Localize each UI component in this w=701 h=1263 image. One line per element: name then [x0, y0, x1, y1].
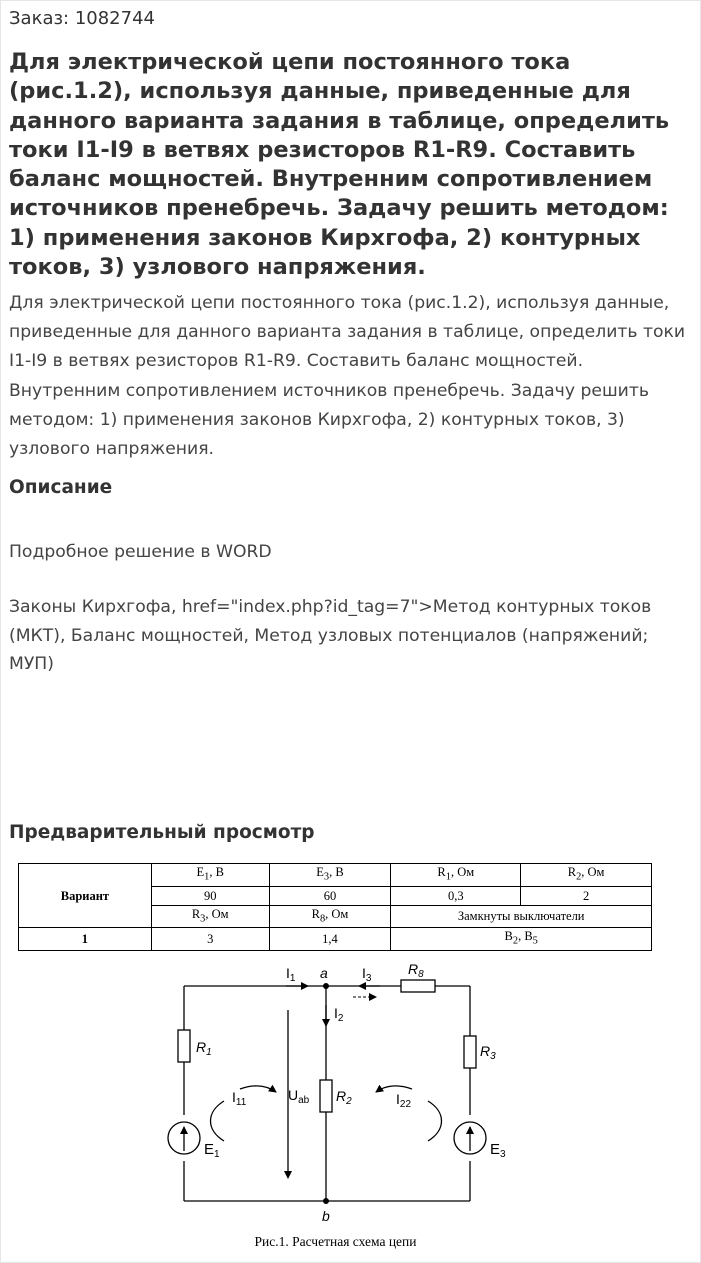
- header-r3: $R_3$, Ом: [151, 905, 269, 928]
- resistor-r1: [178, 1030, 190, 1062]
- variant-value: 1: [19, 928, 152, 951]
- value-r2: 2: [521, 886, 652, 905]
- loop-i11-arc: [211, 1101, 225, 1141]
- label-i1: $I_1$: [286, 965, 296, 984]
- resistor-r3: [464, 1036, 476, 1068]
- figure-caption: Рис.1. Расчетная схема цепи: [254, 1234, 417, 1249]
- label-i22: $I_{22}$: [396, 1091, 412, 1110]
- label-e3: $E_3$: [490, 1141, 506, 1160]
- loop-i22-arrow: [376, 1086, 412, 1092]
- header-r2: $R_2$, Ом: [521, 864, 652, 887]
- label-node-b: b: [322, 1208, 330, 1224]
- label-i11: $I_{11}$: [232, 1089, 247, 1108]
- label-i2: $I_2$: [334, 1005, 344, 1024]
- header-e3: $E_3$, B: [269, 864, 391, 887]
- label-i3: $I_3$: [362, 965, 372, 984]
- variant-header: Вариант: [19, 864, 152, 928]
- description-word-note: Подробное решение в WORD: [9, 542, 272, 562]
- value-r8: 1,4: [269, 928, 391, 951]
- header-switches: Замкнуты выключатели: [391, 905, 652, 928]
- preview-image: [18, 860, 653, 1253]
- description-heading: Описание: [9, 477, 113, 498]
- value-e1: 90: [151, 886, 269, 905]
- description-tags: Законы Кирхгофа, href="index.php?id_tag=7">Метод контурных токов (МКТ), Баланс мощностей, Метод узловых потенциалов (напряжений; МУП): [9, 597, 652, 674]
- node-b-dot: [323, 1198, 329, 1204]
- header-e1: $E_1$, B: [151, 864, 269, 887]
- label-r8: $R_8$: [408, 961, 424, 980]
- circuit-diagram: [18, 860, 653, 1230]
- label-e1: $E_1$: [204, 1141, 220, 1160]
- label-r1: $R_1$: [196, 1039, 212, 1058]
- header-r8: $R_8$, Ом: [269, 905, 391, 928]
- value-r3: 3: [151, 928, 269, 951]
- node-a-dot: [323, 983, 329, 989]
- resistor-r2: [320, 1080, 332, 1112]
- order-number: Заказ: 1082744: [9, 8, 155, 29]
- label-uab: $U_{ab}$: [288, 1087, 310, 1106]
- header-r1: $R_1$, Ом: [391, 864, 521, 887]
- preview-heading: Предварительный просмотр: [9, 822, 315, 843]
- value-e3: 60: [269, 886, 391, 905]
- value-r1: 0,3: [391, 886, 521, 905]
- page-title: Для электрической цепи постоянного тока (рис.1.2), используя данные, приведенные для данного варианта задания в таблице, определить токи I1-I9 в ветвях резисторов R1-R9. Составить баланс мощностей. Внутренним сопротивлением источников пренебречь. Задачу решить методом: 1) применения законов Кирхгофа, 2) контурных токов, 3) узлового напряжения.: [9, 49, 670, 281]
- task-text: Для электрической цепи постоянного тока (рис.1.2), используя данные, приведенные для данного варианта задания в таблице, определить токи I1-I9 в ветвях резисторов R1-R9. Составить баланс мощностей. Внутренним сопротивлением источников пренебречь. Задачу решить методом: 1) применения законов Кирхгофа, 2) контурных токов, 3) узлового напряжения.: [9, 293, 686, 460]
- label-r3: $R_3$: [480, 1043, 496, 1062]
- label-r2: $R_2$: [336, 1088, 352, 1107]
- loop-i22-arc: [428, 1101, 442, 1141]
- loop-i11-arrow: [240, 1086, 276, 1092]
- label-node-a: a: [320, 965, 328, 981]
- resistor-r8: [401, 980, 435, 992]
- value-switches: $B_2$, $B_5$: [391, 928, 652, 951]
